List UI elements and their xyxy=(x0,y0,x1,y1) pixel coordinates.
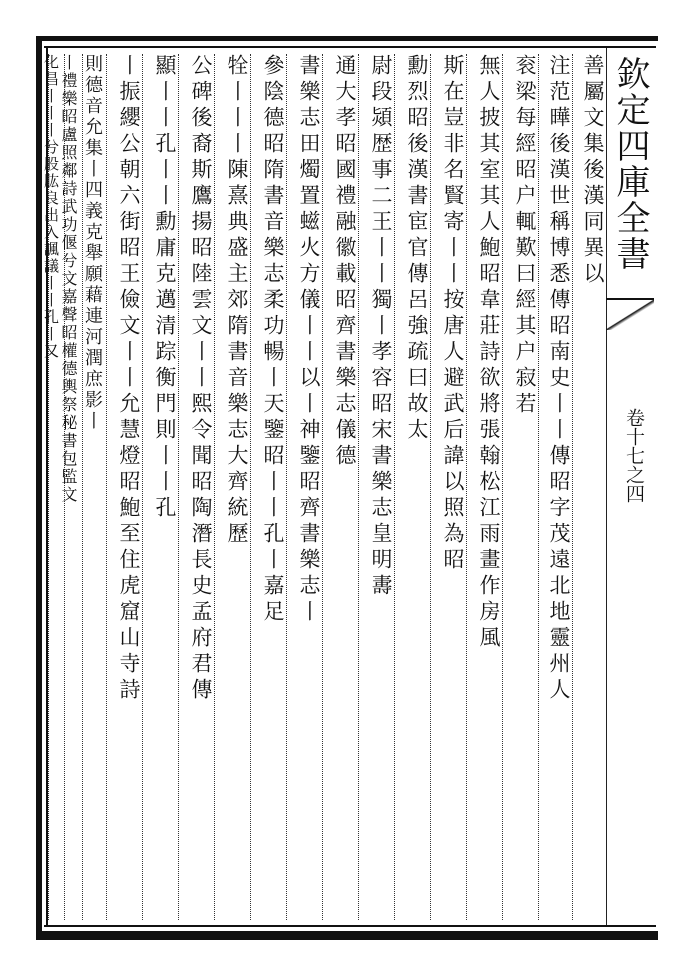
column-text: 善屬文集後漢同異以 xyxy=(581,54,605,288)
text-column-3 xyxy=(502,54,539,920)
volume-label: 卷十七之四 xyxy=(623,408,645,503)
column-text: 衮梁每經昭户輒歎曰經其户寂若 xyxy=(513,54,537,418)
column-text: 牷丨丨丨陳熹典盛主郊隋書音樂志大齊統歷 xyxy=(225,54,249,548)
column-text: 通大孝昭國禮融徽載昭齊書樂志儀德 xyxy=(333,54,357,470)
text-column-1 xyxy=(572,54,607,920)
inner-frame-bottom xyxy=(44,925,656,927)
text-column-10 xyxy=(250,54,287,920)
column-text: 公碑後裔斯鷹揚昭陸雲文丨丨熙令聞昭陶潛長史孟府君傳 xyxy=(189,54,213,704)
column-text: 丨禮樂昭盧照鄰詩武功偃兮文嘉聲昭權德輿祭秘書包監文 xyxy=(59,54,78,504)
column-text: 注范曄後漢世稱博悉傳昭南史丨丨傳昭字茂遠北地靈州人 xyxy=(547,54,571,704)
column-text: 化昌丨丨丨兮股肱良出入諷議丨丨孔丨又 xyxy=(42,54,60,360)
book-title: 欽定四庫全書 xyxy=(610,56,650,272)
column-text: 顯丨丨孔丨丨勳庸克邁清踪衡門則丨丨孔 xyxy=(153,54,177,522)
text-column-6 xyxy=(394,54,431,920)
column-text: 丨振纓公朝六街昭王儉文丨丨允慧燈昭鮑至住虎窟山寺詩 xyxy=(117,54,141,704)
column-text: 參陰德昭隋書音樂志柔功暢丨天鑒昭丨丨孔丨嘉足 xyxy=(261,54,285,626)
column-text: 書樂志田燭置螆火方儀丨丨以丨神鑒昭齊書樂志丨 xyxy=(297,54,321,626)
text-column-2 xyxy=(538,54,573,920)
text-column-11 xyxy=(214,54,251,920)
text-column-14 xyxy=(106,54,143,920)
text-column-16 xyxy=(59,54,83,920)
text-column-9 xyxy=(286,54,323,920)
text-column-13 xyxy=(142,54,179,920)
text-column-4 xyxy=(466,54,503,920)
text-column-7 xyxy=(358,54,395,920)
page-frame-bottom xyxy=(38,931,658,940)
text-column-8 xyxy=(322,54,359,920)
fish-tail-mark xyxy=(606,300,654,330)
text-column-12 xyxy=(178,54,215,920)
text-column-17 xyxy=(42,54,65,920)
column-text: 無人披其室其人鮑昭韋莊詩欲將張翰松江雨畫作房風 xyxy=(477,54,501,652)
column-text: 則德音允集丨四義克舉願藉連河潤庶影丨 xyxy=(82,54,103,432)
column-text: 尉段熲歴事二王丨丨獨丨孝容昭宋書樂志皇明夀 xyxy=(369,54,393,600)
inner-frame-top xyxy=(44,46,656,48)
column-text: 斯在豈非名賢寄丨丨按唐人避武后諱以照為昭 xyxy=(441,54,465,574)
page-frame-top xyxy=(38,36,658,41)
column-text: 勳烈昭後漢書宦官傳呂強疏曰故太 xyxy=(405,54,429,444)
text-column-15 xyxy=(82,54,107,920)
text-column-5 xyxy=(430,54,467,920)
